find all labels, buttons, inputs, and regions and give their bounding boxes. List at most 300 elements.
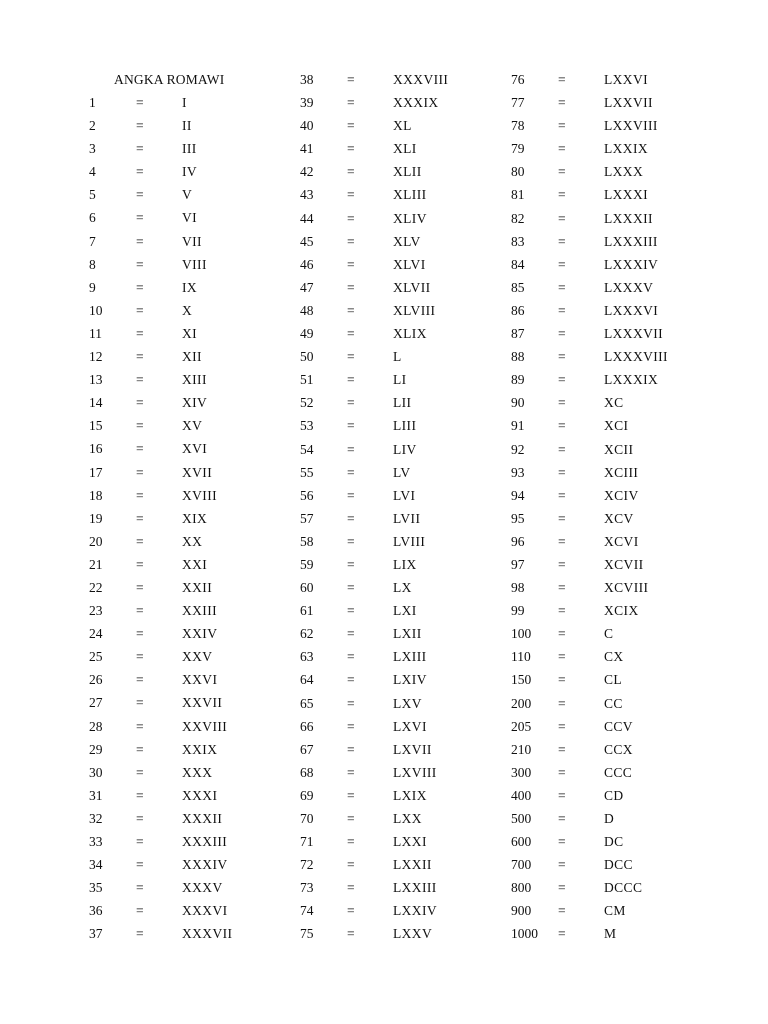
arabic-number-cell: 76 <box>511 72 525 87</box>
roman-numeral-cell: VII <box>182 233 202 249</box>
roman-numeral-cell: VIII <box>182 256 207 272</box>
roman-numeral-cell: LXVII <box>393 741 432 757</box>
equals-sign-cell: = <box>347 741 355 757</box>
equals-sign-cell: = <box>347 649 355 665</box>
roman-numeral-cell: LXXVI <box>604 72 648 87</box>
arabic-number-cell: 110 <box>511 649 531 665</box>
equals-sign-cell: = <box>347 141 355 157</box>
roman-numeral-cell: CC <box>604 695 623 711</box>
roman-numeral-cell: XXII <box>182 579 213 595</box>
arabic-number-cell: 90 <box>511 395 525 411</box>
equals-sign-cell: = <box>347 487 355 503</box>
roman-numeral-cell: XX <box>182 533 203 549</box>
arabic-number-cell: 100 <box>511 626 532 642</box>
roman-numeral-cell: I <box>182 95 187 110</box>
roman-numeral-cell: LXVIII <box>393 764 437 780</box>
equals-sign-cell: = <box>347 302 355 318</box>
equals-sign-cell: = <box>558 395 566 411</box>
equals-sign-cell: = <box>136 626 144 642</box>
equals-sign-cell: = <box>136 141 144 157</box>
roman-numeral-cell: LXV <box>393 695 422 711</box>
equals-sign-cell: = <box>136 834 144 849</box>
arabic-number-cell: 93 <box>511 464 525 480</box>
roman-numeral-cell: LXXXIII <box>604 233 658 249</box>
equals-sign-cell: = <box>558 210 566 226</box>
arabic-number-cell: 39 <box>300 95 314 111</box>
arabic-number-cell: 60 <box>300 580 314 596</box>
roman-numeral-cell: CCV <box>604 718 633 734</box>
arabic-number-cell: 36 <box>89 903 103 919</box>
arabic-number-cell: 65 <box>300 695 314 711</box>
roman-numeral-cell: LIV <box>393 441 417 457</box>
equals-sign-cell: = <box>136 372 144 388</box>
arabic-number-cell: 5 <box>89 187 96 203</box>
roman-numeral-cell: XLIII <box>393 187 427 203</box>
roman-numeral-cell: XXVIII <box>182 718 228 734</box>
equals-sign-cell: = <box>136 603 144 619</box>
roman-numeral-cell: LXXXVII <box>604 326 664 342</box>
equals-sign-cell: = <box>136 349 144 365</box>
roman-numeral-cell: L <box>393 349 402 365</box>
roman-numeral-cell: XXX <box>182 764 213 780</box>
roman-numeral-cell: LXXII <box>393 857 432 873</box>
arabic-number-cell: 7 <box>89 233 96 249</box>
equals-sign-cell: = <box>558 834 566 850</box>
equals-sign-cell: = <box>558 857 566 873</box>
roman-numeral-cell: LXXXIX <box>604 372 659 388</box>
equals-sign-cell: = <box>558 926 566 942</box>
equals-sign-cell: = <box>136 556 144 572</box>
arabic-number-cell: 77 <box>511 95 525 111</box>
equals-sign-cell: = <box>558 141 566 157</box>
arabic-number-cell: 600 <box>511 834 532 850</box>
equals-sign-cell: = <box>347 349 355 365</box>
arabic-number-cell: 68 <box>300 764 314 780</box>
equals-sign-cell: = <box>558 187 566 203</box>
equals-sign-cell: = <box>558 464 566 480</box>
equals-sign-cell: = <box>347 418 355 434</box>
roman-numeral-cell: LI <box>393 372 407 388</box>
arabic-number-cell: 13 <box>89 372 103 388</box>
arabic-number-cell: 1000 <box>511 926 538 942</box>
arabic-number-cell: 84 <box>511 256 525 272</box>
equals-sign-cell: = <box>136 279 144 295</box>
arabic-number-cell: 29 <box>89 741 103 757</box>
arabic-number-cell: 14 <box>89 395 103 411</box>
equals-sign-cell: = <box>347 326 355 342</box>
equals-sign-cell: = <box>347 372 355 388</box>
roman-numeral-cell: XIX <box>182 510 208 526</box>
equals-sign-cell: = <box>558 718 566 734</box>
arabic-number-cell: 26 <box>89 672 103 688</box>
equals-sign-cell: = <box>136 118 144 134</box>
roman-numeral-cell: LXXIX <box>604 141 648 157</box>
arabic-number-cell: 86 <box>511 302 525 318</box>
equals-sign-cell: = <box>347 464 355 480</box>
roman-numeral-cell: XLI <box>393 141 417 157</box>
equals-sign-cell: = <box>347 672 355 688</box>
arabic-number-cell: 37 <box>89 926 103 942</box>
roman-numeral-cell: V <box>182 187 193 203</box>
roman-numeral-cell: D <box>604 811 615 826</box>
arabic-number-cell: 28 <box>89 718 103 734</box>
roman-numeral-cell: XXI <box>182 556 208 572</box>
arabic-number-cell: 63 <box>300 649 314 665</box>
arabic-number-cell: 40 <box>300 118 314 134</box>
roman-numeral-cell: LXXVIII <box>604 118 658 134</box>
equals-sign-cell: = <box>558 510 566 526</box>
arabic-number-cell: 98 <box>511 580 525 596</box>
arabic-number-cell: 300 <box>511 764 532 780</box>
roman-numeral-cell: LXIII <box>393 649 427 665</box>
arabic-number-cell: 95 <box>511 510 525 526</box>
arabic-number-cell: 85 <box>511 279 525 295</box>
roman-numeral-cell: XLIV <box>393 210 427 226</box>
equals-sign-cell: = <box>136 441 144 457</box>
arabic-number-cell: 1 <box>89 95 96 110</box>
equals-sign-cell: = <box>136 510 144 526</box>
roman-numeral-cell: XXXIII <box>182 834 228 849</box>
arabic-number-cell: 27 <box>89 695 103 711</box>
equals-sign-cell: = <box>558 649 566 665</box>
equals-sign-cell: = <box>136 672 144 688</box>
arabic-number-cell: 6 <box>89 210 96 226</box>
arabic-number-cell: 62 <box>300 626 314 642</box>
roman-numeral-cell: LXIV <box>393 672 427 688</box>
arabic-number-cell: 800 <box>511 880 532 896</box>
equals-sign-cell: = <box>136 95 144 110</box>
equals-sign-cell: = <box>136 325 144 341</box>
arabic-number-cell: 83 <box>511 233 525 249</box>
roman-numeral-cell: III <box>182 141 197 157</box>
arabic-number-cell: 3 <box>89 141 96 157</box>
roman-numeral-cell: II <box>182 118 192 134</box>
arabic-number-cell: 19 <box>89 510 103 526</box>
equals-sign-cell: = <box>558 118 566 134</box>
arabic-number-cell: 87 <box>511 326 525 342</box>
equals-sign-cell: = <box>136 395 144 411</box>
roman-numeral-cell: XC <box>604 395 624 411</box>
equals-sign-cell: = <box>347 903 355 919</box>
roman-numeral-cell: XXVI <box>182 672 218 688</box>
roman-numeral-cell: VI <box>182 210 198 226</box>
arabic-number-cell: 33 <box>89 834 103 849</box>
equals-sign-cell: = <box>347 533 355 549</box>
equals-sign-cell: = <box>136 764 144 780</box>
arabic-number-cell: 88 <box>511 349 525 365</box>
roman-numeral-cell: XL <box>393 118 412 134</box>
arabic-number-cell: 67 <box>300 741 314 757</box>
roman-numeral-cell: C <box>604 626 614 642</box>
roman-numeral-cell: XXXI <box>182 787 218 803</box>
roman-numeral-cell: XV <box>182 418 203 434</box>
roman-numeral-cell: XIII <box>182 372 207 388</box>
equals-sign-cell: = <box>558 556 566 572</box>
arabic-number-cell: 58 <box>300 533 314 549</box>
roman-numeral-cell: LXI <box>393 603 417 619</box>
equals-sign-cell: = <box>347 556 355 572</box>
arabic-number-cell: 54 <box>300 441 314 457</box>
equals-sign-cell: = <box>136 810 144 826</box>
arabic-number-cell: 41 <box>300 141 314 157</box>
arabic-number-cell: 20 <box>89 533 103 549</box>
roman-numeral-cell: LXVI <box>393 718 427 734</box>
arabic-number-cell: 91 <box>511 418 525 434</box>
equals-sign-cell: = <box>347 718 355 734</box>
roman-numeral-cell: LVI <box>393 487 416 503</box>
roman-numeral-cell: XVII <box>182 464 213 480</box>
roman-numeral-cell: LXXXVIII <box>604 349 668 365</box>
roman-numeral-cell: XXXVIII <box>393 72 449 87</box>
roman-numeral-cell: M <box>604 926 617 942</box>
equals-sign-cell: = <box>347 256 355 272</box>
roman-numeral-cell: LIX <box>393 556 417 572</box>
arabic-number-cell: 11 <box>89 325 102 341</box>
equals-sign-cell: = <box>558 533 566 549</box>
arabic-number-cell: 71 <box>300 834 314 850</box>
equals-sign-cell: = <box>347 811 355 826</box>
equals-sign-cell: = <box>558 164 566 180</box>
equals-sign-cell: = <box>136 210 144 226</box>
equals-sign-cell: = <box>347 210 355 226</box>
roman-numeral-cell: XLII <box>393 164 422 180</box>
roman-numeral-cell: LXXXII <box>604 210 653 226</box>
roman-numeral-cell: XCIV <box>604 487 639 503</box>
arabic-number-cell: 24 <box>89 626 103 642</box>
roman-numeral-cell: XII <box>182 349 202 365</box>
equals-sign-cell: = <box>136 903 144 919</box>
equals-sign-cell: = <box>136 533 144 549</box>
equals-sign-cell: = <box>136 164 144 180</box>
arabic-number-cell: 38 <box>300 72 314 87</box>
document-title: ANGKA ROMAWI <box>114 72 225 87</box>
roman-numeral-cell: DCC <box>604 857 633 873</box>
arabic-number-cell: 47 <box>300 279 314 295</box>
arabic-number-cell: 48 <box>300 302 314 318</box>
roman-numeral-cell: XXXV <box>182 880 223 896</box>
roman-numeral-cell: LXXIII <box>393 880 437 896</box>
equals-sign-cell: = <box>558 372 566 388</box>
arabic-number-cell: 12 <box>89 349 103 365</box>
equals-sign-cell: = <box>558 441 566 457</box>
arabic-number-cell: 32 <box>89 810 103 826</box>
roman-numeral-cell: XVI <box>182 441 208 457</box>
equals-sign-cell: = <box>558 349 566 365</box>
roman-numeral-cell: LXXVII <box>604 95 653 111</box>
equals-sign-cell: = <box>136 187 144 203</box>
roman-numeral-cell: XCIX <box>604 603 639 619</box>
equals-sign-cell: = <box>347 441 355 457</box>
arabic-number-cell: 10 <box>89 302 103 318</box>
equals-sign-cell: = <box>347 764 355 780</box>
equals-sign-cell: = <box>136 487 144 503</box>
arabic-number-cell: 49 <box>300 326 314 342</box>
arabic-number-cell: 25 <box>89 649 103 665</box>
equals-sign-cell: = <box>347 857 355 873</box>
roman-numeral-cell: XCIII <box>604 464 639 480</box>
roman-numeral-cell: XLV <box>393 233 421 249</box>
arabic-number-cell: 82 <box>511 210 525 226</box>
arabic-number-cell: 99 <box>511 603 525 619</box>
arabic-number-cell: 73 <box>300 880 314 896</box>
equals-sign-cell: = <box>558 695 566 711</box>
equals-sign-cell: = <box>558 418 566 434</box>
arabic-number-cell: 200 <box>511 695 532 711</box>
arabic-number-cell: 35 <box>89 880 103 896</box>
arabic-number-cell: 92 <box>511 441 525 457</box>
roman-numeral-cell: XXXII <box>182 810 223 826</box>
roman-numeral-cell: XCI <box>604 418 629 434</box>
arabic-number-cell: 18 <box>89 487 103 503</box>
arabic-number-cell: 89 <box>511 372 525 388</box>
arabic-number-cell: 50 <box>300 349 314 365</box>
roman-numeral-cell: XCV <box>604 510 634 526</box>
equals-sign-cell: = <box>558 603 566 619</box>
roman-numeral-cell: DC <box>604 834 624 850</box>
equals-sign-cell: = <box>558 326 566 342</box>
roman-numeral-cell: XLVI <box>393 256 426 272</box>
roman-numeral-cell: CCX <box>604 741 633 757</box>
roman-numeral-cell: LII <box>393 395 412 411</box>
roman-numeral-cell: CX <box>604 649 624 665</box>
equals-sign-cell: = <box>136 880 144 896</box>
roman-numeral-cell: XVIII <box>182 487 217 503</box>
equals-sign-cell: = <box>558 741 566 757</box>
arabic-number-cell: 69 <box>300 787 314 803</box>
arabic-number-cell: 75 <box>300 926 314 942</box>
arabic-number-cell: 17 <box>89 464 103 480</box>
roman-numeral-cell: LVIII <box>393 533 426 549</box>
roman-numeral-cell: XXIX <box>182 741 218 757</box>
roman-numeral-cell: IV <box>182 164 198 180</box>
roman-numeral-cell: XI <box>182 325 198 341</box>
arabic-number-cell: 500 <box>511 811 532 826</box>
arabic-number-cell: 97 <box>511 556 525 572</box>
equals-sign-cell: = <box>347 118 355 134</box>
equals-sign-cell: = <box>347 510 355 526</box>
arabic-number-cell: 96 <box>511 533 525 549</box>
roman-numeral-cell: XXXVII <box>182 926 233 942</box>
equals-sign-cell: = <box>558 903 566 919</box>
equals-sign-cell: = <box>558 811 566 826</box>
equals-sign-cell: = <box>347 233 355 249</box>
arabic-number-cell: 51 <box>300 372 314 388</box>
roman-numeral-cell: XCVII <box>604 556 644 572</box>
equals-sign-cell: = <box>136 718 144 734</box>
arabic-number-cell: 21 <box>89 556 103 572</box>
arabic-number-cell: 52 <box>300 395 314 411</box>
equals-sign-cell: = <box>347 603 355 619</box>
equals-sign-cell: = <box>347 580 355 596</box>
arabic-number-cell: 9 <box>89 279 96 295</box>
arabic-number-cell: 79 <box>511 141 525 157</box>
equals-sign-cell: = <box>558 626 566 642</box>
equals-sign-cell: = <box>347 72 355 87</box>
equals-sign-cell: = <box>136 256 144 272</box>
arabic-number-cell: 53 <box>300 418 314 434</box>
roman-numeral-cell: IX <box>182 279 198 295</box>
roman-numeral-cell: LXXXIV <box>604 256 659 272</box>
equals-sign-cell: = <box>136 233 144 249</box>
roman-numeral-cell: XLIX <box>393 326 427 342</box>
arabic-number-cell: 46 <box>300 256 314 272</box>
roman-numeral-cell: CCC <box>604 764 633 780</box>
equals-sign-cell: = <box>347 395 355 411</box>
arabic-number-cell: 30 <box>89 764 103 780</box>
arabic-number-cell: 22 <box>89 579 103 595</box>
roman-numeral-cell: XXXVI <box>182 903 228 919</box>
equals-sign-cell: = <box>347 187 355 203</box>
roman-numeral-cell: LXX <box>393 811 422 826</box>
arabic-number-cell: 72 <box>300 857 314 873</box>
roman-numeral-cell: LXXXV <box>604 279 654 295</box>
equals-sign-cell: = <box>136 464 144 480</box>
equals-sign-cell: = <box>558 672 566 688</box>
arabic-number-cell: 57 <box>300 510 314 526</box>
roman-numeral-cell: LX <box>393 580 412 596</box>
arabic-number-cell: 56 <box>300 487 314 503</box>
arabic-number-cell: 700 <box>511 857 532 873</box>
arabic-number-cell: 2 <box>89 118 96 134</box>
arabic-number-cell: 44 <box>300 210 314 226</box>
arabic-number-cell: 16 <box>89 441 103 457</box>
roman-numeral-cell: XLVII <box>393 279 431 295</box>
equals-sign-cell: = <box>558 233 566 249</box>
equals-sign-cell: = <box>558 764 566 780</box>
arabic-number-cell: 31 <box>89 787 103 803</box>
equals-sign-cell: = <box>347 787 355 803</box>
arabic-number-cell: 400 <box>511 787 532 803</box>
equals-sign-cell: = <box>136 741 144 757</box>
arabic-number-cell: 74 <box>300 903 314 919</box>
arabic-number-cell: 59 <box>300 556 314 572</box>
roman-numeral-cell: XCII <box>604 441 634 457</box>
roman-numeral-cell: XXIII <box>182 603 217 619</box>
equals-sign-cell: = <box>558 880 566 896</box>
equals-sign-cell: = <box>558 580 566 596</box>
roman-numeral-cell: XXXIV <box>182 857 228 873</box>
roman-numeral-cell: XLVIII <box>393 302 436 318</box>
equals-sign-cell: = <box>136 302 144 318</box>
arabic-number-cell: 61 <box>300 603 314 619</box>
arabic-number-cell: 210 <box>511 741 532 757</box>
roman-numeral-cell: LIII <box>393 418 417 434</box>
roman-numeral-cell: LXXXVI <box>604 302 659 318</box>
roman-numeral-cell: LXXX <box>604 164 644 180</box>
roman-numeral-cell: LV <box>393 464 411 480</box>
roman-numeral-cell: LXIX <box>393 787 427 803</box>
equals-sign-cell: = <box>558 256 566 272</box>
roman-numeral-cell: X <box>182 302 193 318</box>
equals-sign-cell: = <box>136 579 144 595</box>
arabic-number-cell: 34 <box>89 857 103 873</box>
arabic-number-cell: 94 <box>511 487 525 503</box>
equals-sign-cell: = <box>558 302 566 318</box>
arabic-number-cell: 55 <box>300 464 314 480</box>
arabic-number-cell: 150 <box>511 672 532 688</box>
arabic-number-cell: 70 <box>300 811 314 826</box>
equals-sign-cell: = <box>558 279 566 295</box>
equals-sign-cell: = <box>558 95 566 111</box>
equals-sign-cell: = <box>347 95 355 111</box>
roman-numeral-cell: CD <box>604 787 624 803</box>
equals-sign-cell: = <box>347 626 355 642</box>
arabic-number-cell: 66 <box>300 718 314 734</box>
roman-numeral-cell: DCCC <box>604 880 643 896</box>
arabic-number-cell: 205 <box>511 718 532 734</box>
equals-sign-cell: = <box>347 926 355 942</box>
equals-sign-cell: = <box>558 487 566 503</box>
